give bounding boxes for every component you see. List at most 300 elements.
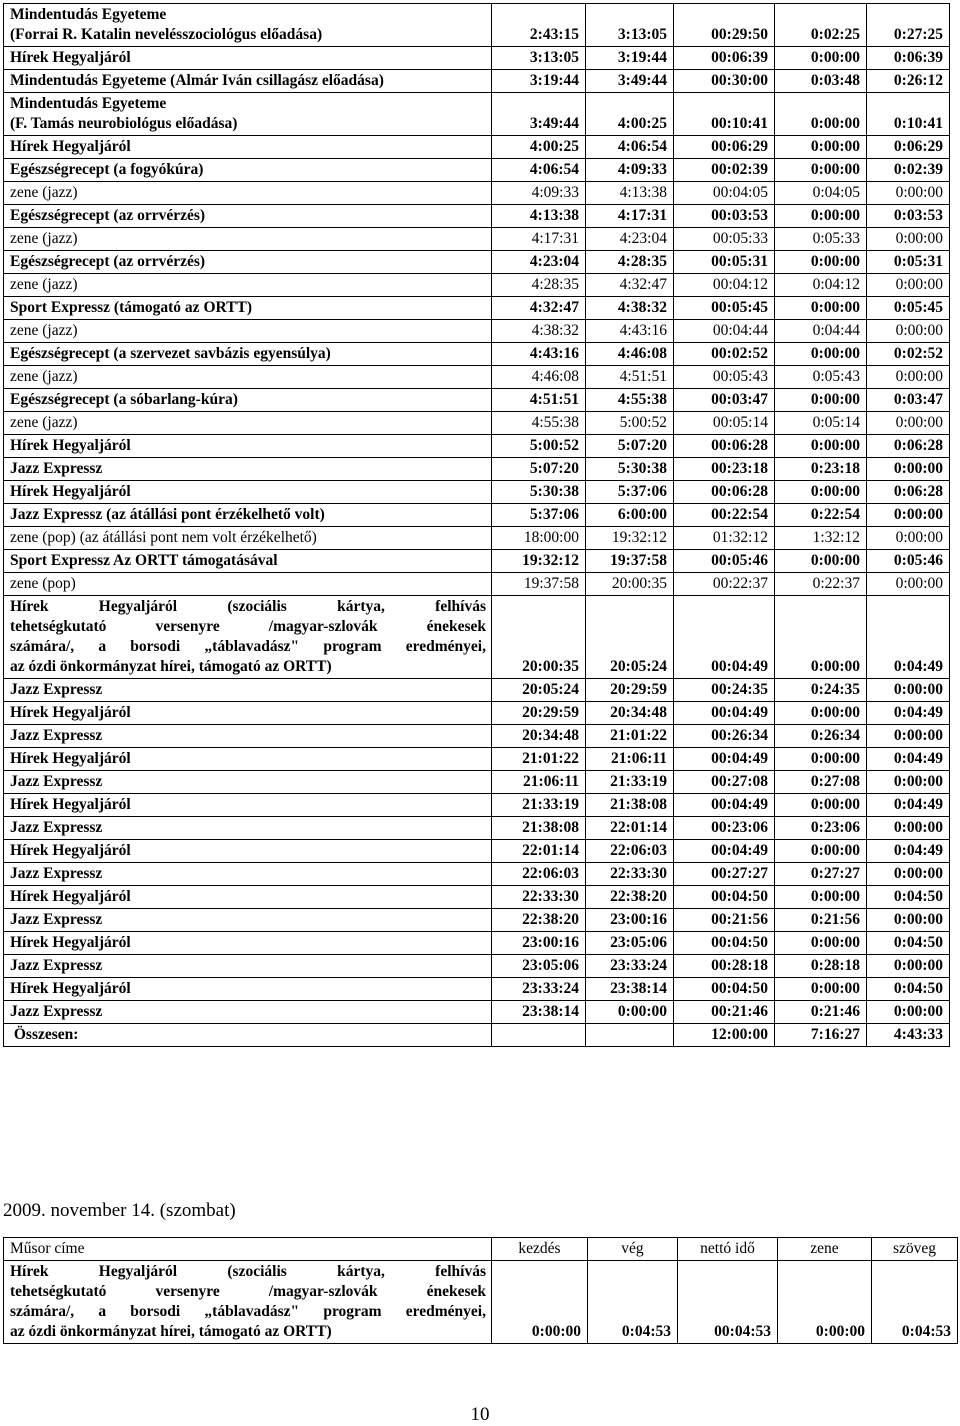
cell-start: 20:34:48 bbox=[492, 725, 586, 748]
table-row bbox=[4, 932, 950, 955]
cell-text: 0:00:00 bbox=[867, 182, 950, 205]
schedule-table bbox=[3, 3, 950, 1047]
cell-text: 0:06:28 bbox=[867, 435, 950, 458]
program-title-line: Egészségrecept (az orrvérzés) bbox=[10, 207, 206, 224]
cell-music: 0:00:00 bbox=[775, 205, 867, 228]
cell-music: 1:32:12 bbox=[775, 527, 867, 550]
cell-text: 0:00:00 bbox=[867, 412, 950, 435]
program-title-line: Jazz Expressz (az átállási pont érzékelhető volt) bbox=[10, 506, 325, 523]
cell-end: 21:01:22 bbox=[586, 725, 674, 748]
program-title-line: Hírek Hegyaljáról bbox=[10, 750, 131, 767]
cell-net: 00:24:35 bbox=[674, 679, 775, 702]
cell-net: 00:06:39 bbox=[674, 47, 775, 70]
program-title-line: Hírek Hegyaljáról bbox=[10, 980, 131, 997]
program-title-line: Egészségrecept (a sóbarlang-kúra) bbox=[10, 391, 238, 408]
cell-music: 0:03:48 bbox=[775, 70, 867, 93]
cell-end: 6:00:00 bbox=[586, 504, 674, 527]
program-title bbox=[4, 481, 492, 504]
program-title bbox=[4, 458, 492, 481]
cell-net: 00:04:49 bbox=[674, 702, 775, 725]
cell-text: 0:00:00 bbox=[867, 1001, 950, 1024]
table-row bbox=[4, 412, 950, 435]
cell-net: 00:05:45 bbox=[674, 297, 775, 320]
cell-start: 4:46:08 bbox=[492, 366, 586, 389]
cell-music: 0:24:35 bbox=[775, 679, 867, 702]
cell-end: 22:06:03 bbox=[586, 840, 674, 863]
schedule-table-nov-14 bbox=[3, 1237, 958, 1344]
cell-end: 4:38:32 bbox=[586, 297, 674, 320]
table-row bbox=[4, 725, 950, 748]
cell-start: 20:00:35 bbox=[492, 596, 586, 679]
cell-text: 0:04:53 bbox=[872, 1261, 958, 1344]
cell-end: 23:05:06 bbox=[586, 932, 674, 955]
cell-net: 00:27:27 bbox=[674, 863, 775, 886]
table-row bbox=[4, 159, 950, 182]
program-title bbox=[4, 251, 492, 274]
cell-end: 0:00:00 bbox=[586, 1001, 674, 1024]
cell-music: 0:21:56 bbox=[775, 909, 867, 932]
cell-music: 0:00:00 bbox=[775, 886, 867, 909]
cell-text: 0:00:00 bbox=[867, 679, 950, 702]
program-title bbox=[4, 205, 492, 228]
cell-music: 7:16:27 bbox=[775, 1024, 867, 1047]
cell-net: 00:04:49 bbox=[674, 840, 775, 863]
cell-end: 5:00:52 bbox=[586, 412, 674, 435]
program-title bbox=[4, 4, 492, 47]
program-title bbox=[4, 228, 492, 251]
program-title-line: Egészségrecept (a fogyókúra) bbox=[10, 161, 204, 178]
date-heading: 2009. november 14. (szombat) bbox=[3, 1200, 236, 1221]
program-title-line: zene (pop) (az átállási pont nem volt érzékelhető) bbox=[10, 529, 317, 546]
table-row bbox=[4, 817, 950, 840]
cell-net: 00:04:49 bbox=[674, 748, 775, 771]
cell-text: 0:00:00 bbox=[867, 366, 950, 389]
cell-music: 0:04:12 bbox=[775, 274, 867, 297]
table-row bbox=[4, 228, 950, 251]
program-title-line: Hírek Hegyaljáról bbox=[10, 934, 131, 951]
cell-start: 5:07:20 bbox=[492, 458, 586, 481]
cell-start: 4:38:32 bbox=[492, 320, 586, 343]
cell-music: 0:00:00 bbox=[775, 251, 867, 274]
cell-text: 0:00:00 bbox=[867, 274, 950, 297]
cell-start: 4:09:33 bbox=[492, 182, 586, 205]
cell-net: 00:05:46 bbox=[674, 550, 775, 573]
program-title bbox=[4, 1024, 492, 1047]
program-title-line: tehetségkutató versenyre /magyar-szlovák énekesek bbox=[10, 1283, 486, 1300]
cell-text: 0:00:00 bbox=[867, 909, 950, 932]
cell-text: 0:04:50 bbox=[867, 978, 950, 1001]
cell-end: 4:32:47 bbox=[586, 274, 674, 297]
cell-start: 2:43:15 bbox=[492, 4, 586, 47]
cell-text: 0:26:12 bbox=[867, 70, 950, 93]
cell-end: 22:38:20 bbox=[586, 886, 674, 909]
cell-net: 00:04:49 bbox=[674, 794, 775, 817]
cell-end: 20:29:59 bbox=[586, 679, 674, 702]
page-number: 10 bbox=[470, 1404, 490, 1425]
cell-end: 20:34:48 bbox=[586, 702, 674, 725]
table-row bbox=[4, 481, 950, 504]
cell-start: 19:37:58 bbox=[492, 573, 586, 596]
cell-text: 0:04:49 bbox=[867, 794, 950, 817]
table-row bbox=[4, 47, 950, 70]
cell-music: 0:00:00 bbox=[775, 978, 867, 1001]
cell-end: 21:33:19 bbox=[586, 771, 674, 794]
cell-text: 0:00:00 bbox=[867, 527, 950, 550]
cell-text: 0:03:53 bbox=[867, 205, 950, 228]
cell-net: 00:05:31 bbox=[674, 251, 775, 274]
cell-net: 00:23:06 bbox=[674, 817, 775, 840]
cell-start: 4:23:04 bbox=[492, 251, 586, 274]
cell-start: 21:33:19 bbox=[492, 794, 586, 817]
cell-end: 3:13:05 bbox=[586, 4, 674, 47]
header-music: zene bbox=[778, 1238, 872, 1261]
table-row bbox=[4, 1001, 950, 1024]
cell-net: 00:30:00 bbox=[674, 70, 775, 93]
program-title bbox=[4, 159, 492, 182]
header-title: Műsor címe bbox=[4, 1238, 492, 1261]
program-title bbox=[4, 932, 492, 955]
program-title-line: Hírek Hegyaljáról (szociális kártya, felhívás bbox=[10, 598, 486, 615]
cell-end: 4:13:38 bbox=[586, 182, 674, 205]
cell-text: 0:05:46 bbox=[867, 550, 950, 573]
cell-music: 0:00:00 bbox=[775, 389, 867, 412]
cell-music: 0:00:00 bbox=[775, 297, 867, 320]
cell-start: 4:55:38 bbox=[492, 412, 586, 435]
cell-end: 19:32:12 bbox=[586, 527, 674, 550]
cell-start: 0:00:00 bbox=[492, 1261, 588, 1344]
cell-net: 00:21:46 bbox=[674, 1001, 775, 1024]
table-row bbox=[4, 182, 950, 205]
program-title-line: Hírek Hegyaljáról bbox=[10, 138, 131, 155]
cell-end: 4:43:16 bbox=[586, 320, 674, 343]
header-start: kezdés bbox=[492, 1238, 588, 1261]
cell-start: 23:05:06 bbox=[492, 955, 586, 978]
cell-music: 0:00:00 bbox=[775, 702, 867, 725]
cell-net: 00:04:53 bbox=[678, 1261, 778, 1344]
cell-music: 0:05:14 bbox=[775, 412, 867, 435]
cell-start: 23:33:24 bbox=[492, 978, 586, 1001]
cell-text: 0:00:00 bbox=[867, 320, 950, 343]
table-row bbox=[4, 840, 950, 863]
program-title bbox=[4, 93, 492, 136]
program-title-line: Hírek Hegyaljáról bbox=[10, 483, 131, 500]
cell-end: 23:38:14 bbox=[586, 978, 674, 1001]
cell-end: 4:17:31 bbox=[586, 205, 674, 228]
cell-end: 21:06:11 bbox=[586, 748, 674, 771]
cell-end: 5:30:38 bbox=[586, 458, 674, 481]
program-title-line: tehetségkutató versenyre /magyar-szlovák énekesek bbox=[10, 618, 486, 635]
cell-music: 0:28:18 bbox=[775, 955, 867, 978]
program-title bbox=[4, 320, 492, 343]
cell-start: 22:01:14 bbox=[492, 840, 586, 863]
program-title-line: Hírek Hegyaljáról bbox=[10, 842, 131, 859]
cell-net: 00:05:33 bbox=[674, 228, 775, 251]
cell-music: 0:00:00 bbox=[775, 343, 867, 366]
cell-text: 0:00:00 bbox=[867, 458, 950, 481]
cell-music: 0:05:43 bbox=[775, 366, 867, 389]
table-row bbox=[4, 458, 950, 481]
program-title bbox=[4, 136, 492, 159]
cell-text: 0:00:00 bbox=[867, 771, 950, 794]
cell-end: 23:00:16 bbox=[586, 909, 674, 932]
cell-start: 4:51:51 bbox=[492, 389, 586, 412]
cell-text: 0:05:31 bbox=[867, 251, 950, 274]
cell-net: 12:00:00 bbox=[674, 1024, 775, 1047]
program-title bbox=[4, 550, 492, 573]
cell-net: 00:10:41 bbox=[674, 93, 775, 136]
cell-music: 0:00:00 bbox=[775, 932, 867, 955]
cell-start: 4:06:54 bbox=[492, 159, 586, 182]
cell-end: 23:33:24 bbox=[586, 955, 674, 978]
program-title-line: Hírek Hegyaljáról bbox=[10, 437, 131, 454]
cell-music: 0:00:00 bbox=[775, 481, 867, 504]
cell-music: 0:00:00 bbox=[775, 550, 867, 573]
cell-end: 4:55:38 bbox=[586, 389, 674, 412]
cell-music: 0:00:00 bbox=[775, 47, 867, 70]
program-title bbox=[4, 955, 492, 978]
cell-music: 0:21:46 bbox=[775, 1001, 867, 1024]
table-row bbox=[4, 1024, 950, 1047]
cell-net: 00:04:49 bbox=[674, 596, 775, 679]
cell-net: 00:04:44 bbox=[674, 320, 775, 343]
cell-end: 20:00:35 bbox=[586, 573, 674, 596]
program-title-line: Jazz Expressz bbox=[10, 957, 103, 974]
cell-end: 19:37:58 bbox=[586, 550, 674, 573]
cell-text: 0:00:00 bbox=[867, 573, 950, 596]
cell-end: 22:33:30 bbox=[586, 863, 674, 886]
cell-start: 3:19:44 bbox=[492, 70, 586, 93]
cell-music: 0:22:37 bbox=[775, 573, 867, 596]
header-end: vég bbox=[588, 1238, 678, 1261]
table-row bbox=[4, 4, 950, 47]
cell-end: 4:00:25 bbox=[586, 93, 674, 136]
cell-music: 0:23:06 bbox=[775, 817, 867, 840]
program-title-line: zene (pop) bbox=[10, 575, 76, 592]
program-title-line: számára/, a borsodi „táblavadász" program eredményei, bbox=[10, 638, 486, 655]
cell-text: 0:04:49 bbox=[867, 840, 950, 863]
cell-text: 0:00:00 bbox=[867, 725, 950, 748]
program-title bbox=[4, 863, 492, 886]
program-title-line: Sport Expressz Az ORTT támogatásával bbox=[10, 552, 278, 569]
table-row bbox=[4, 1261, 958, 1344]
cell-music: 0:26:34 bbox=[775, 725, 867, 748]
cell-music: 0:04:44 bbox=[775, 320, 867, 343]
table-row bbox=[4, 978, 950, 1001]
program-title bbox=[4, 435, 492, 458]
cell-text: 0:04:49 bbox=[867, 596, 950, 679]
table-row bbox=[4, 550, 950, 573]
cell-end: 5:07:20 bbox=[586, 435, 674, 458]
cell-start: 23:38:14 bbox=[492, 1001, 586, 1024]
program-title-line: Hírek Hegyaljáról bbox=[10, 704, 131, 721]
program-title-line: Hírek Hegyaljáról bbox=[10, 796, 131, 813]
table-row bbox=[4, 389, 950, 412]
cell-start: 22:38:20 bbox=[492, 909, 586, 932]
cell-music: 0:23:18 bbox=[775, 458, 867, 481]
program-title-line: Hírek Hegyaljáról bbox=[10, 888, 131, 905]
cell-text: 0:06:29 bbox=[867, 136, 950, 159]
cell-end: 4:09:33 bbox=[586, 159, 674, 182]
cell-text: 0:27:25 bbox=[867, 4, 950, 47]
program-title-line: zene (jazz) bbox=[10, 368, 78, 385]
cell-text: 0:02:52 bbox=[867, 343, 950, 366]
cell-start: 19:32:12 bbox=[492, 550, 586, 573]
program-title bbox=[4, 47, 492, 70]
program-title bbox=[4, 978, 492, 1001]
cell-music: 0:27:08 bbox=[775, 771, 867, 794]
table-row bbox=[4, 320, 950, 343]
cell-music: 0:00:00 bbox=[775, 596, 867, 679]
cell-music: 0:22:54 bbox=[775, 504, 867, 527]
table-row bbox=[4, 366, 950, 389]
cell-text: 0:05:45 bbox=[867, 297, 950, 320]
cell-net: 00:28:18 bbox=[674, 955, 775, 978]
header-net: nettó idő bbox=[678, 1238, 778, 1261]
cell-text: 0:00:00 bbox=[867, 504, 950, 527]
cell-text: 0:04:50 bbox=[867, 886, 950, 909]
cell-net: 00:22:54 bbox=[674, 504, 775, 527]
program-title-line: Mindentudás Egyeteme bbox=[10, 6, 167, 23]
cell-end: 20:05:24 bbox=[586, 596, 674, 679]
program-title-line: Jazz Expressz bbox=[10, 727, 103, 744]
cell-start: 22:33:30 bbox=[492, 886, 586, 909]
program-title-line: Egészségrecept (a szervezet savbázis egyensúlya) bbox=[10, 345, 331, 362]
program-title-line: Jazz Expressz bbox=[10, 911, 103, 928]
cell-start: 5:30:38 bbox=[492, 481, 586, 504]
program-title-line: zene (jazz) bbox=[10, 230, 78, 247]
cell-start: 21:38:08 bbox=[492, 817, 586, 840]
cell-music: 0:00:00 bbox=[775, 93, 867, 136]
program-title bbox=[4, 679, 492, 702]
cell-start: 21:06:11 bbox=[492, 771, 586, 794]
cell-end: 0:04:53 bbox=[588, 1261, 678, 1344]
program-title bbox=[4, 748, 492, 771]
table-row bbox=[4, 702, 950, 725]
cell-music: 0:00:00 bbox=[775, 435, 867, 458]
cell-end: 21:38:08 bbox=[586, 794, 674, 817]
program-title bbox=[4, 274, 492, 297]
cell-text: 0:00:00 bbox=[867, 955, 950, 978]
cell-end bbox=[586, 1024, 674, 1047]
cell-music: 0:00:00 bbox=[775, 136, 867, 159]
cell-music: 0:04:05 bbox=[775, 182, 867, 205]
cell-net: 00:03:53 bbox=[674, 205, 775, 228]
table-row bbox=[4, 794, 950, 817]
program-title bbox=[4, 909, 492, 932]
cell-music: 0:00:00 bbox=[775, 748, 867, 771]
cell-text: 0:00:00 bbox=[867, 228, 950, 251]
program-title-line: Jazz Expressz bbox=[10, 1003, 103, 1020]
table-row bbox=[4, 205, 950, 228]
program-title-line: zene (jazz) bbox=[10, 276, 78, 293]
cell-start: 4:28:35 bbox=[492, 274, 586, 297]
cell-music: 0:00:00 bbox=[778, 1261, 872, 1344]
cell-start bbox=[492, 1024, 586, 1047]
table-row bbox=[4, 435, 950, 458]
cell-start: 4:17:31 bbox=[492, 228, 586, 251]
program-title bbox=[4, 596, 492, 679]
cell-music: 0:02:25 bbox=[775, 4, 867, 47]
program-title bbox=[4, 771, 492, 794]
cell-music: 0:00:00 bbox=[775, 840, 867, 863]
cell-music: 0:27:27 bbox=[775, 863, 867, 886]
program-title bbox=[4, 840, 492, 863]
cell-net: 00:04:05 bbox=[674, 182, 775, 205]
cell-text: 0:00:00 bbox=[867, 817, 950, 840]
cell-net: 00:22:37 bbox=[674, 573, 775, 596]
table-row bbox=[4, 527, 950, 550]
program-title-line: Hírek Hegyaljáról (szociális kártya, felhívás bbox=[10, 1263, 486, 1280]
program-title bbox=[4, 702, 492, 725]
program-title bbox=[4, 794, 492, 817]
cell-end: 4:28:35 bbox=[586, 251, 674, 274]
program-title-line: Egészségrecept (az orrvérzés) bbox=[10, 253, 206, 270]
program-title-line: Összesen: bbox=[10, 1026, 79, 1043]
cell-end: 4:23:04 bbox=[586, 228, 674, 251]
cell-text: 0:02:39 bbox=[867, 159, 950, 182]
cell-net: 00:29:50 bbox=[674, 4, 775, 47]
table-row bbox=[4, 573, 950, 596]
cell-end: 5:37:06 bbox=[586, 481, 674, 504]
cell-music: 0:00:00 bbox=[775, 159, 867, 182]
table-row bbox=[4, 863, 950, 886]
program-title bbox=[4, 343, 492, 366]
program-title bbox=[4, 527, 492, 550]
cell-end: 4:51:51 bbox=[586, 366, 674, 389]
cell-text: 0:10:41 bbox=[867, 93, 950, 136]
table-row bbox=[4, 136, 950, 159]
table-row bbox=[4, 343, 950, 366]
table-row bbox=[4, 596, 950, 679]
cell-net: 00:02:52 bbox=[674, 343, 775, 366]
cell-net: 00:02:39 bbox=[674, 159, 775, 182]
cell-text: 0:03:47 bbox=[867, 389, 950, 412]
program-title-line: Mindentudás Egyeteme (Almár Iván csillagász előadása) bbox=[10, 72, 384, 89]
cell-start: 21:01:22 bbox=[492, 748, 586, 771]
program-title bbox=[4, 1261, 492, 1344]
cell-start: 4:32:47 bbox=[492, 297, 586, 320]
program-title-line: Hírek Hegyaljáról bbox=[10, 49, 131, 66]
program-title-line: Mindentudás Egyeteme bbox=[10, 95, 167, 112]
program-title bbox=[4, 1001, 492, 1024]
cell-net: 00:23:18 bbox=[674, 458, 775, 481]
program-title bbox=[4, 886, 492, 909]
cell-start: 20:29:59 bbox=[492, 702, 586, 725]
header-row bbox=[4, 1238, 958, 1261]
table-row bbox=[4, 886, 950, 909]
cell-text: 0:06:39 bbox=[867, 47, 950, 70]
table-row bbox=[4, 504, 950, 527]
program-title bbox=[4, 389, 492, 412]
cell-net: 00:05:14 bbox=[674, 412, 775, 435]
cell-text: 0:04:50 bbox=[867, 932, 950, 955]
cell-text: 0:06:28 bbox=[867, 481, 950, 504]
cell-start: 4:13:38 bbox=[492, 205, 586, 228]
program-title-line: Jazz Expressz bbox=[10, 819, 103, 836]
program-title-line: Jazz Expressz bbox=[10, 460, 103, 477]
table-row bbox=[4, 909, 950, 932]
cell-start: 3:49:44 bbox=[492, 93, 586, 136]
program-title-line: Jazz Expressz bbox=[10, 681, 103, 698]
program-title-line: zene (jazz) bbox=[10, 414, 78, 431]
cell-text: 0:04:49 bbox=[867, 748, 950, 771]
program-title-line: zene (jazz) bbox=[10, 184, 78, 201]
cell-end: 3:19:44 bbox=[586, 47, 674, 70]
cell-net: 00:06:28 bbox=[674, 481, 775, 504]
program-title bbox=[4, 182, 492, 205]
cell-start: 3:13:05 bbox=[492, 47, 586, 70]
cell-start: 18:00:00 bbox=[492, 527, 586, 550]
